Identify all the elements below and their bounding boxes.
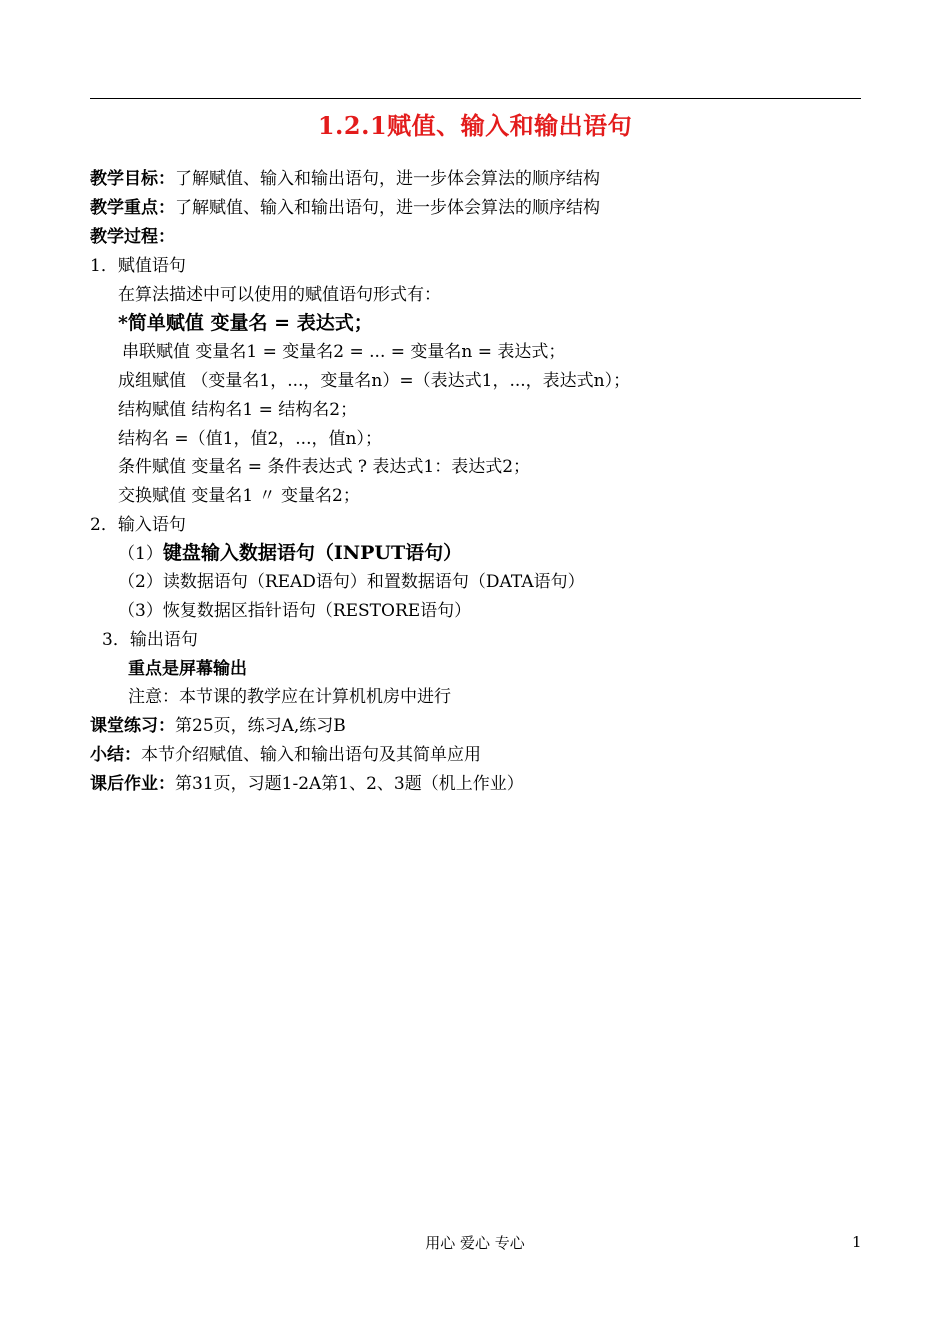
- section3-heading: 3．输出语句: [102, 630, 198, 650]
- simple-assignment: *简单赋值 变量名 = 表达式；: [118, 312, 373, 334]
- input-item-1-text: 键盘输入数据语句（INPUT语句）: [162, 542, 463, 564]
- focus-line: [90, 197, 600, 219]
- input-item-3: （3）恢复数据区指针语句（RESTORE语句）: [118, 601, 472, 621]
- practice-text: 第25页，练习A,练习B: [175, 716, 346, 736]
- section1-intro: 在算法描述中可以使用的赋值语句形式有：: [118, 285, 441, 305]
- input-item-2: （2）读数据语句（READ语句）和置数据语句（DATA语句）: [118, 572, 585, 592]
- page-title: 1.2.1赋值、输入和输出语句: [317, 111, 633, 140]
- practice-line: [90, 715, 346, 737]
- summary-line: [90, 744, 481, 766]
- homework-label: 课后作业：: [90, 774, 175, 794]
- summary-label: 小结：: [90, 745, 141, 765]
- swap-assignment: 交换赋值 变量名1 〃 变量名2；: [118, 486, 360, 506]
- input-item-1: [118, 542, 462, 565]
- input-item-1-num: （1）: [118, 544, 163, 564]
- condition-assignment: 条件赋值 变量名 = 条件表达式 ? 表达式1：表达式2；: [118, 457, 531, 477]
- header-rule: [90, 98, 861, 99]
- homework-line: [90, 773, 524, 795]
- group-assignment: 成组赋值 （变量名1，...，变量名n）=（表达式1，...，表达式n）；: [118, 371, 631, 391]
- output-note: 注意：本节课的教学应在计算机机房中进行: [128, 687, 451, 707]
- output-key-point: 重点是屏幕输出: [128, 659, 247, 679]
- focus-label: 教学重点：: [90, 198, 175, 218]
- goal-line: [90, 168, 600, 190]
- focus-text: 了解赋值、输入和输出语句，进一步体会算法的顺序结构: [175, 198, 600, 218]
- homework-text: 第31页，习题1-2A第1、2、3题（机上作业）: [175, 774, 524, 794]
- struct-assignment: 结构赋值 结构名1 = 结构名2；: [118, 400, 358, 420]
- struct-value-assignment: 结构名 =（值1，值2，...，值n）；: [118, 429, 382, 449]
- process-label: 教学过程：: [90, 227, 175, 247]
- page-footer: 用心 爱心 专心: [425, 1234, 525, 1252]
- goal-text: 了解赋值、输入和输出语句，进一步体会算法的顺序结构: [175, 169, 600, 189]
- section1-heading: 1．赋值语句: [90, 256, 186, 276]
- summary-text: 本节介绍赋值、输入和输出语句及其简单应用: [141, 745, 481, 765]
- practice-label: 课堂练习：: [90, 716, 175, 736]
- goal-label: 教学目标：: [90, 169, 175, 189]
- page-number: 1: [852, 1233, 862, 1251]
- section2-heading: 2．输入语句: [90, 515, 186, 535]
- serial-assignment: 串联赋值 变量名1 = 变量名2 = ... = 变量名n = 表达式；: [122, 342, 566, 362]
